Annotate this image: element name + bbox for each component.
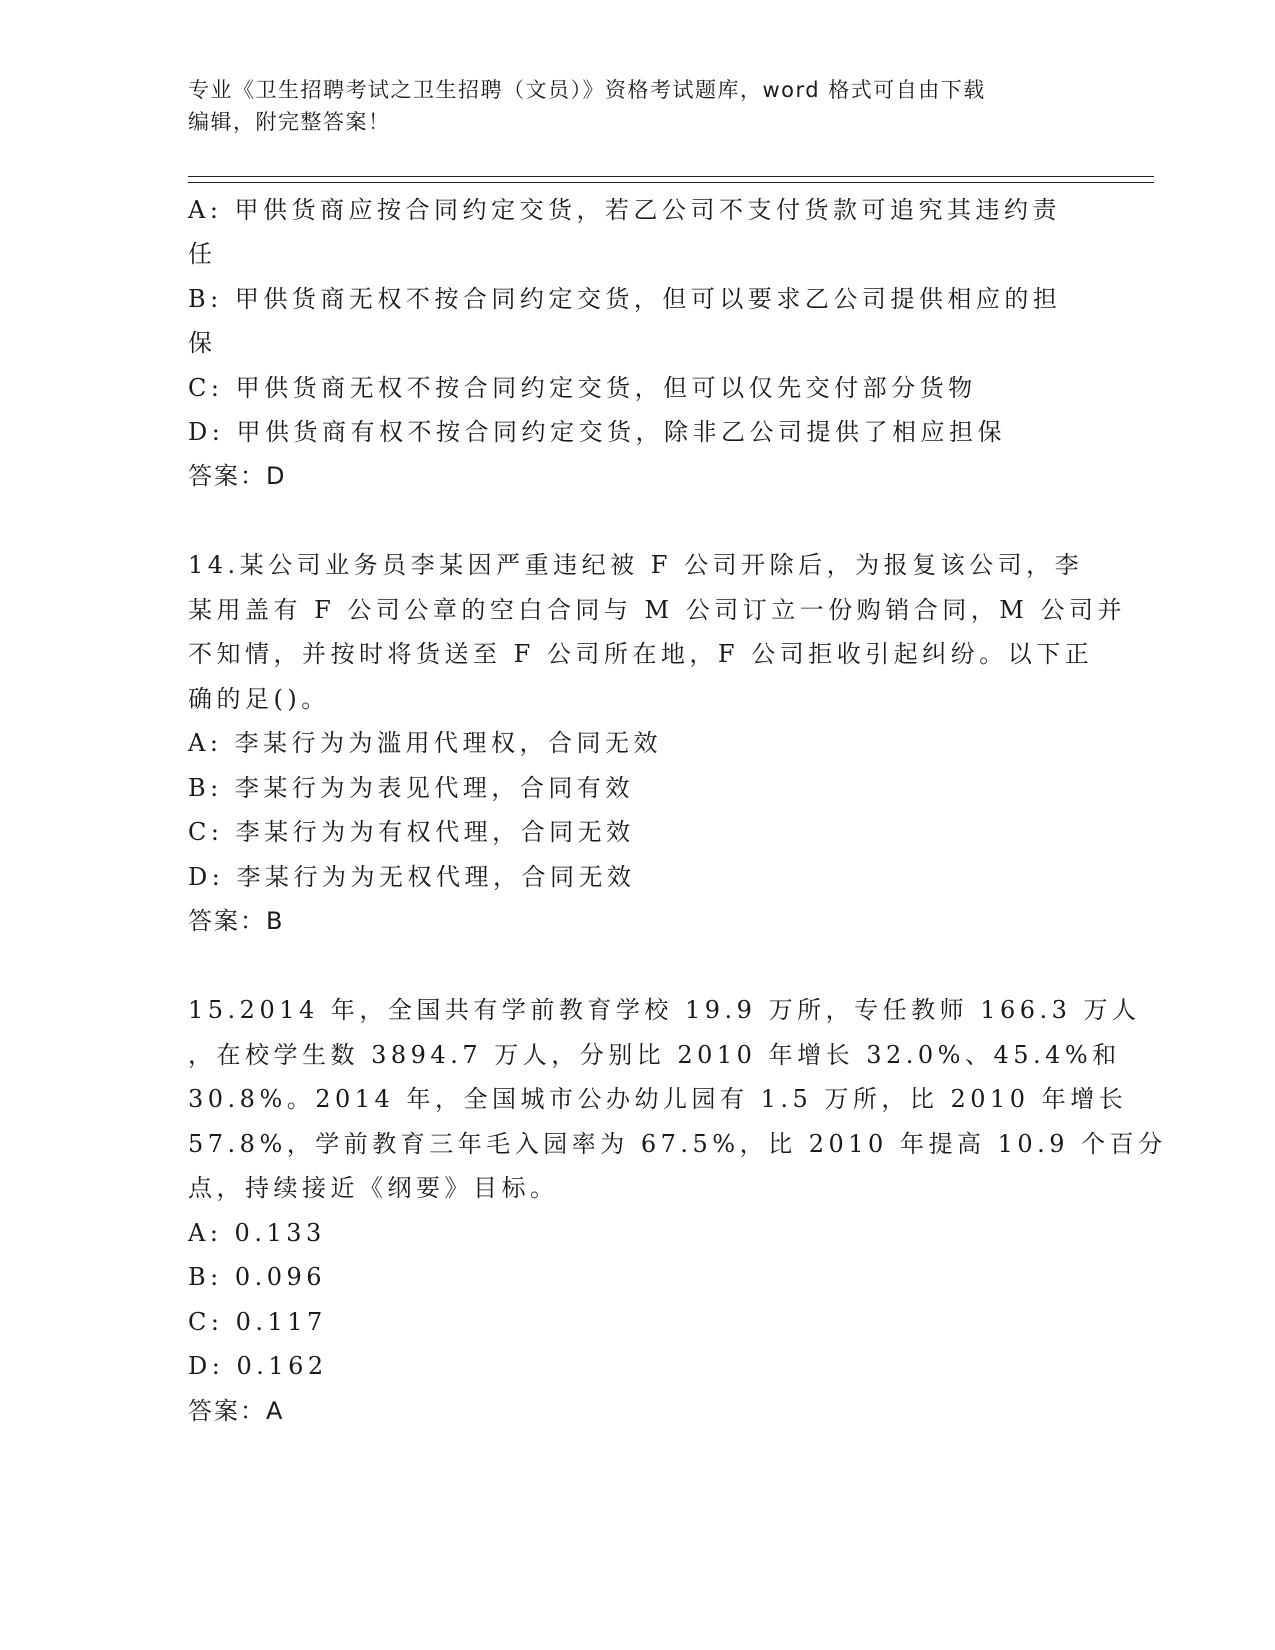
q15-stem-line-3: 30.8%。2014 年，全国城市公办幼儿园有 1.5 万所，比 2010 年增长 bbox=[188, 1085, 1128, 1113]
q13-answer: 答案：D bbox=[188, 462, 287, 490]
q15-stem-line-2: ，在校学生数 3894.7 万人，分别比 2010 年增长 32.0%、45.4%和 bbox=[188, 1041, 1121, 1069]
q15-stem-line-5: 点，持续接近《纲要》目标。 bbox=[188, 1174, 559, 1202]
q15-stem-line-1: 15.2014 年，全国共有学前教育学校 19.9 万所，专任教师 166.3 万人 bbox=[188, 996, 1141, 1024]
q15-option-a: A: 0.133 bbox=[188, 1219, 326, 1247]
header-line-2: 编辑，附完整答案！ bbox=[188, 110, 391, 134]
header-line-1: 专业《卫生招聘考试之卫生招聘（文员）》资格考试题库，word 格式可自由下载 bbox=[188, 78, 986, 102]
q13-option-d: D: 甲供货商有权不按合同约定交货，除非乙公司提供了相应担保 bbox=[188, 418, 1006, 446]
q15-option-b: B: 0.096 bbox=[188, 1263, 327, 1291]
q14-stem-line-2: 某用盖有 F 公司公章的空白合同与 M 公司订立一份购销合同，M 公司并 bbox=[188, 596, 1126, 624]
q13-option-b-line-2: 保 bbox=[188, 329, 217, 357]
q14-answer: 答案：B bbox=[188, 907, 285, 935]
q13-option-c: C: 甲供货商无权不按合同约定交货，但可以仅先交付部分货物 bbox=[188, 374, 977, 402]
q14-option-d: D: 李某行为为无权代理，合同无效 bbox=[188, 863, 636, 891]
q13-option-b-line-1: B: 甲供货商无权不按合同约定交货，但可以要求乙公司提供相应的担 bbox=[188, 285, 1062, 313]
q15-answer: 答案：A bbox=[188, 1397, 285, 1425]
q15-stem-line-4: 57.8%，学前教育三年毛入园率为 67.5%，比 2010 年提高 10.9 个百分 bbox=[188, 1130, 1167, 1158]
q14-option-a: A: 李某行为为滥用代理权，合同无效 bbox=[188, 729, 663, 757]
q14-option-b: B: 李某行为为表见代理，合同有效 bbox=[188, 774, 634, 802]
q13-option-a-line-2: 任 bbox=[188, 240, 217, 268]
q14-stem-line-1: 14.某公司业务员李某因严重违纪被 F 公司开除后，为报复该公司，李 bbox=[188, 551, 1084, 579]
q15-option-d: D: 0.162 bbox=[188, 1352, 328, 1380]
q14-stem-line-4: 确的足()。 bbox=[188, 685, 330, 713]
document-header bbox=[188, 74, 1068, 138]
q14-option-c: C: 李某行为为有权代理，合同无效 bbox=[188, 818, 635, 846]
header-divider-bottom bbox=[188, 182, 1154, 183]
q14-stem-line-3: 不知情，并按时将货送至 F 公司所在地，F 公司拒收引起纠纷。以下正 bbox=[188, 640, 1094, 668]
q13-option-a-line-1: A: 甲供货商应按合同约定交货，若乙公司不支付货款可追究其违约责 bbox=[188, 196, 1062, 224]
header-divider-top bbox=[188, 176, 1154, 177]
q15-option-c: C: 0.117 bbox=[188, 1308, 327, 1336]
